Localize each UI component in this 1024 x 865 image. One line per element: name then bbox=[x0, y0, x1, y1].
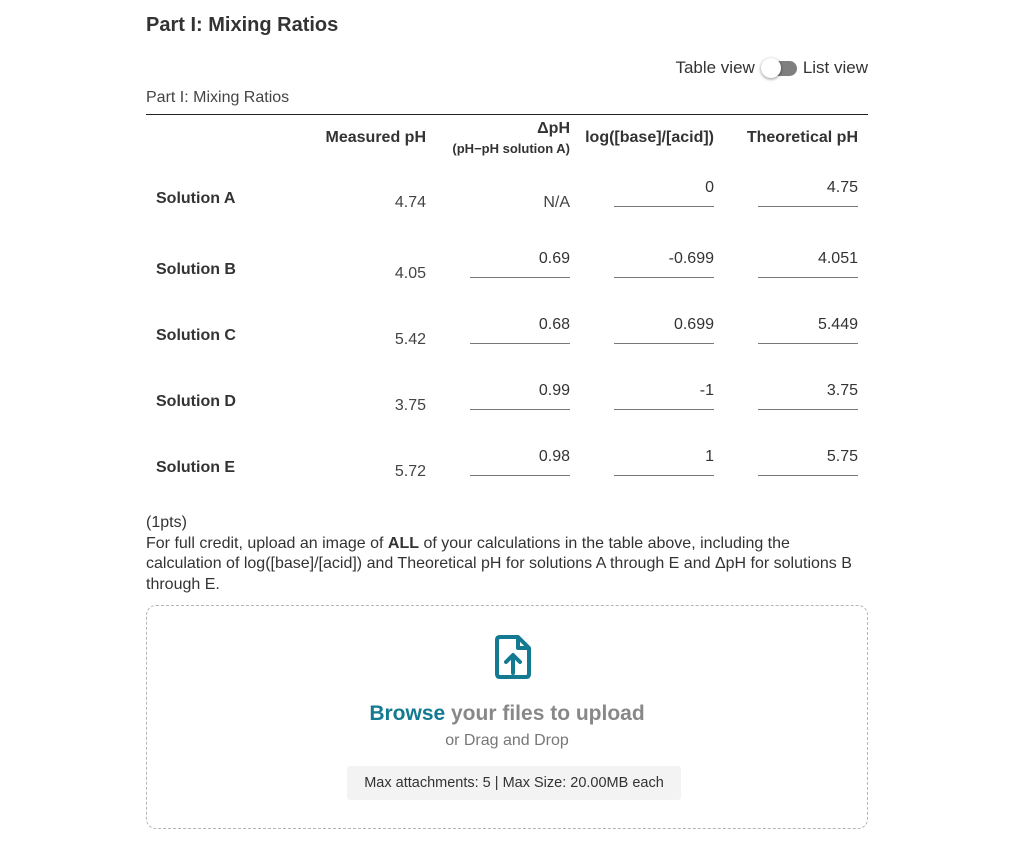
view-toggle-thumb[interactable] bbox=[761, 58, 781, 78]
row-label: Solution A bbox=[156, 190, 236, 207]
header-theoretical-ph: Theoretical pH bbox=[746, 128, 858, 146]
table-view-label[interactable]: Table view bbox=[675, 58, 755, 77]
table-row bbox=[146, 435, 868, 501]
measured-ph-cell bbox=[296, 237, 436, 303]
log-ratio-cell bbox=[580, 237, 724, 303]
header-measured-ph: Measured pH bbox=[325, 128, 426, 146]
header-delta-ph-label: ΔpH bbox=[537, 119, 570, 137]
delta-ph-cell bbox=[436, 369, 580, 435]
theoretical-ph-cell bbox=[724, 161, 868, 237]
drag-drop-text: or Drag and Drop bbox=[445, 732, 569, 749]
browse-link[interactable]: Browse bbox=[369, 702, 446, 725]
log-ratio-cell bbox=[580, 161, 724, 237]
theoretical-ph-input[interactable]: 3.75 bbox=[758, 382, 858, 410]
attachment-limits-badge: Max attachments: 5 | Max Size: 20.00MB each bbox=[347, 766, 681, 800]
instructions-text-emphasis: ALL bbox=[387, 534, 420, 552]
table-header-row bbox=[146, 115, 868, 162]
table-row bbox=[146, 303, 868, 369]
delta-ph-input[interactable]: 0.69 bbox=[470, 250, 570, 278]
browse-rest-text: your files to upload bbox=[445, 702, 645, 725]
upload-dropzone[interactable] bbox=[146, 605, 868, 829]
view-toggle bbox=[675, 58, 868, 78]
measured-ph-value: 4.05 bbox=[394, 265, 426, 282]
theoretical-ph-cell bbox=[724, 303, 868, 369]
mixing-ratios-table bbox=[146, 114, 868, 501]
log-ratio-cell bbox=[580, 303, 724, 369]
instructions-text-end: of your calculations in the table above, including the calculation of log([base]/[acid]) and Theoretical pH for solutions A through E and ΔpH for solutions B through E. bbox=[146, 534, 852, 593]
log-ratio-input[interactable]: 0 bbox=[614, 179, 714, 207]
log-ratio-input[interactable]: -1 bbox=[614, 382, 714, 410]
log-ratio-input[interactable]: 1 bbox=[614, 448, 714, 476]
browse-line bbox=[147, 702, 867, 726]
row-label: Solution C bbox=[156, 327, 236, 344]
delta-ph-value: N/A bbox=[543, 194, 570, 211]
row-label: Solution E bbox=[156, 459, 236, 476]
section-title: Part I: Mixing Ratios bbox=[146, 14, 339, 36]
log-ratio-input[interactable]: -0.699 bbox=[614, 250, 714, 278]
measured-ph-value: 5.72 bbox=[394, 463, 426, 480]
points-label: (1pts) bbox=[146, 514, 187, 531]
measured-ph-value: 4.74 bbox=[394, 194, 426, 211]
theoretical-ph-cell bbox=[724, 435, 868, 501]
theoretical-ph-cell bbox=[724, 369, 868, 435]
table-caption: Part I: Mixing Ratios bbox=[146, 89, 290, 106]
header-delta-ph-sub: (pH−pH solution A) bbox=[452, 140, 570, 156]
table-row bbox=[146, 237, 868, 303]
theoretical-ph-input[interactable]: 5.75 bbox=[758, 448, 858, 476]
measured-ph-cell bbox=[296, 303, 436, 369]
delta-ph-cell bbox=[436, 237, 580, 303]
delta-ph-cell bbox=[436, 161, 580, 237]
table-row bbox=[146, 369, 868, 435]
log-ratio-cell bbox=[580, 435, 724, 501]
header-log-ratio: log([base]/[acid]) bbox=[585, 128, 714, 146]
row-label: Solution B bbox=[156, 261, 236, 278]
measured-ph-value: 5.42 bbox=[394, 331, 426, 348]
header-solution bbox=[146, 115, 296, 162]
delta-ph-cell bbox=[436, 435, 580, 501]
view-toggle-switch[interactable] bbox=[761, 58, 799, 78]
delta-ph-input[interactable]: 0.99 bbox=[470, 382, 570, 410]
file-upload-icon[interactable] bbox=[493, 633, 533, 681]
measured-ph-cell bbox=[296, 161, 436, 237]
theoretical-ph-input[interactable]: 5.449 bbox=[758, 316, 858, 344]
header-delta-ph bbox=[436, 115, 580, 162]
delta-ph-cell bbox=[436, 303, 580, 369]
instructions-text bbox=[146, 534, 866, 596]
row-label: Solution D bbox=[156, 393, 236, 410]
theoretical-ph-input[interactable]: 4.75 bbox=[758, 179, 858, 207]
log-ratio-cell bbox=[580, 369, 724, 435]
list-view-label[interactable]: List view bbox=[802, 58, 868, 77]
measured-ph-cell bbox=[296, 369, 436, 435]
theoretical-ph-input[interactable]: 4.051 bbox=[758, 250, 858, 278]
instructions-text-start: For full credit, upload an image of bbox=[146, 534, 388, 552]
delta-ph-input[interactable]: 0.98 bbox=[470, 448, 570, 476]
delta-ph-input[interactable]: 0.68 bbox=[470, 316, 570, 344]
instructions bbox=[146, 513, 866, 595]
measured-ph-value: 3.75 bbox=[394, 397, 426, 414]
measured-ph-cell bbox=[296, 435, 436, 501]
table-row bbox=[146, 161, 868, 237]
log-ratio-input[interactable]: 0.699 bbox=[614, 316, 714, 344]
theoretical-ph-cell bbox=[724, 237, 868, 303]
